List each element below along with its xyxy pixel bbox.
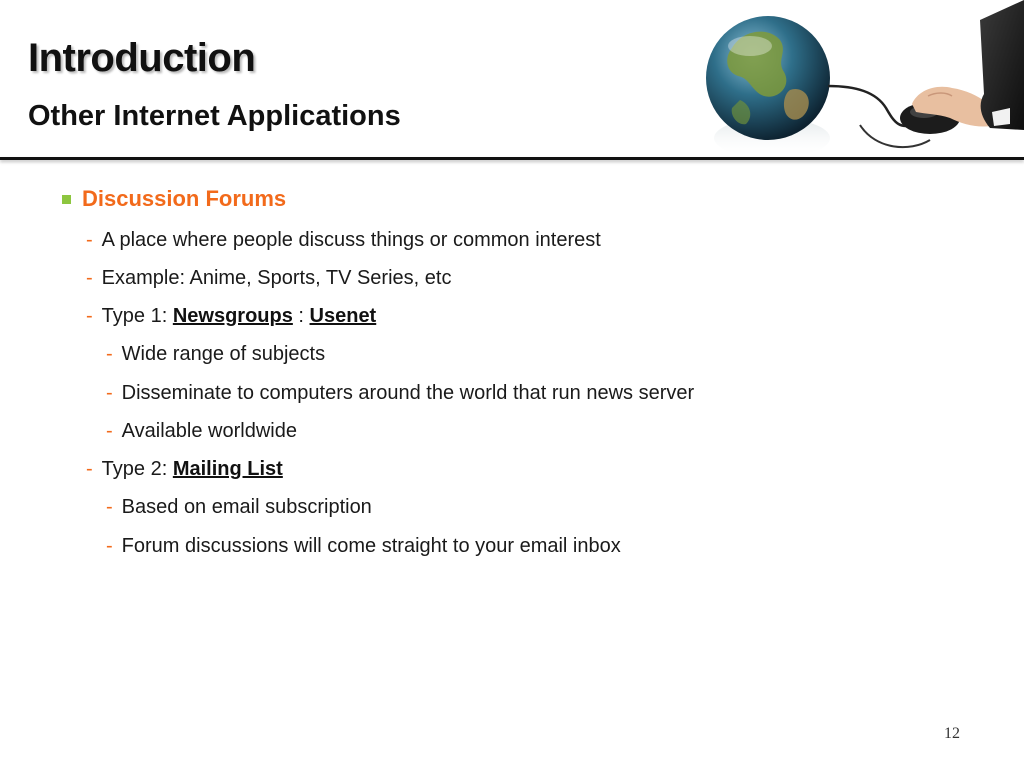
page-number: 12 [944, 725, 960, 742]
list-item-text: A place where people discuss things or common interest [101, 229, 601, 251]
list-item [106, 496, 372, 519]
bullet-discussion-forums [62, 186, 286, 212]
list-item-type1 [86, 305, 376, 328]
dash-bullet-icon: - [86, 458, 93, 480]
section-heading: Discussion Forums [82, 186, 287, 211]
list-item-text: Disseminate to computers around the world that run news server [121, 382, 695, 404]
dash-bullet-icon: - [106, 496, 113, 518]
list-item-separator: : [292, 305, 310, 327]
square-bullet-icon [62, 195, 71, 204]
usenet-link[interactable]: Usenet [309, 305, 377, 327]
dash-bullet-icon: - [86, 305, 93, 327]
list-item-prefix: Type 1: [101, 305, 173, 327]
list-item [106, 343, 325, 366]
dash-bullet-icon: - [86, 229, 93, 251]
dash-bullet-icon: - [106, 420, 113, 442]
dash-bullet-icon: - [106, 535, 113, 557]
list-item [106, 382, 694, 405]
mailing-list-link[interactable]: Mailing List [172, 458, 283, 480]
list-item [106, 535, 621, 558]
list-item [106, 420, 297, 443]
list-item-text: Available worldwide [121, 420, 297, 442]
list-item [86, 229, 601, 252]
list-item-text: Example: Anime, Sports, TV Series, etc [101, 267, 452, 289]
list-item-text: Based on email subscription [121, 496, 372, 518]
slide-subtitle: Other Internet Applications [28, 100, 401, 132]
header-divider [0, 157, 1024, 160]
dash-bullet-icon: - [86, 267, 93, 289]
dash-bullet-icon: - [106, 382, 113, 404]
list-item [86, 267, 451, 290]
list-item-text: Forum discussions will come straight to your email inbox [121, 535, 621, 557]
slide-title: Introduction [28, 36, 256, 80]
list-item-text: Wide range of subjects [121, 343, 326, 365]
list-item-prefix: Type 2: [101, 458, 173, 480]
newsgroups-link[interactable]: Newsgroups [172, 305, 293, 327]
dash-bullet-icon: - [106, 343, 113, 365]
list-item-type2 [86, 458, 283, 481]
globe-and-hand-on-mouse-icon [680, 0, 1024, 158]
